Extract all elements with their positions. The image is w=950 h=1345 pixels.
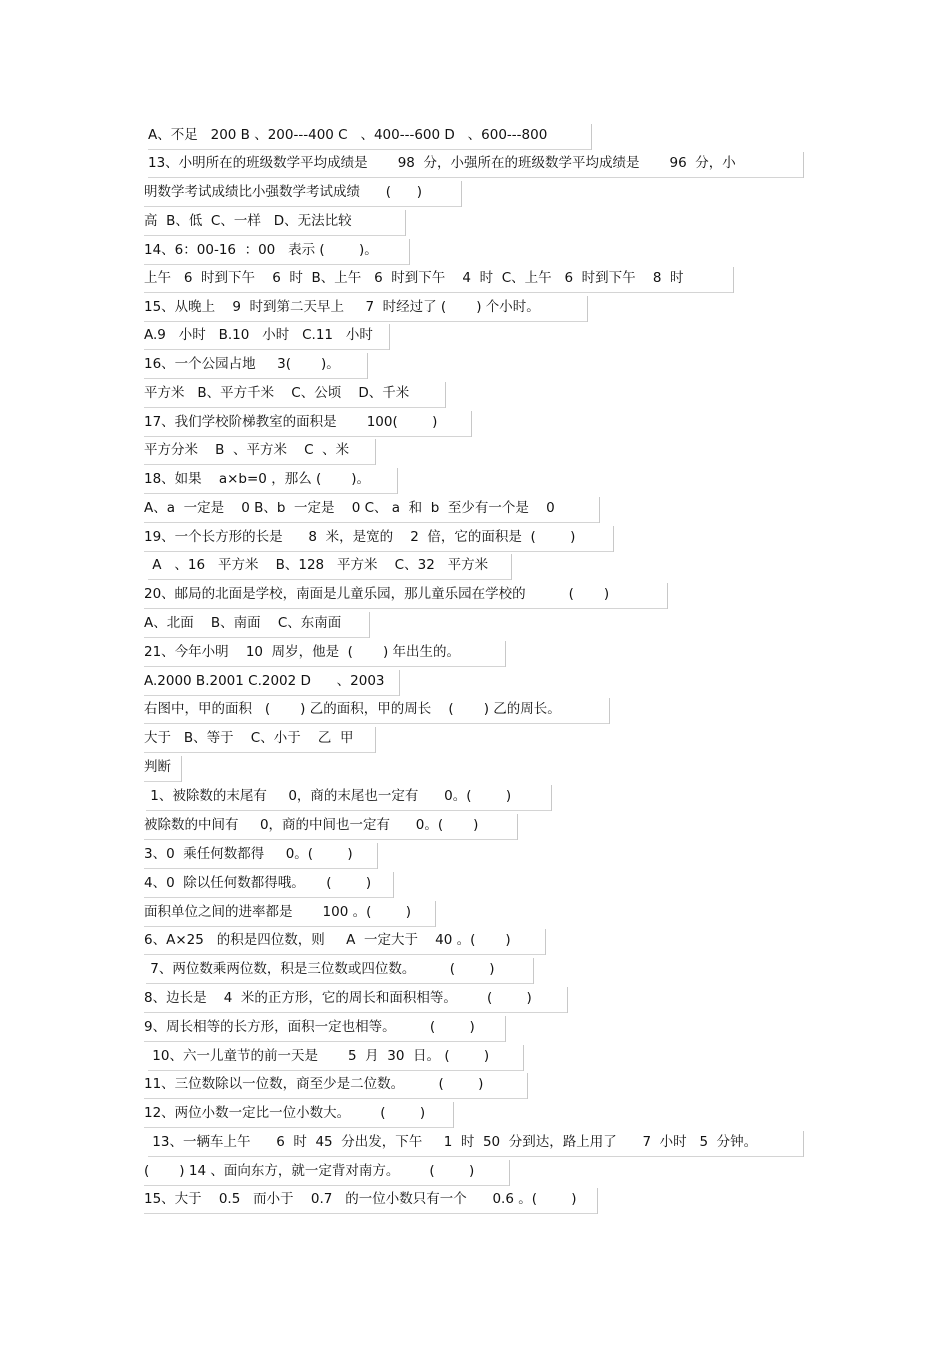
text-line: A、a 一定是 0 B、b 一定是 0 C、 a 和 b 至少有一个是 0: [144, 497, 600, 519]
text-line: 4、0 除以任何数都得哦。 ( ): [144, 872, 394, 894]
text-line: 9、周长相等的长方形，面积一定也相等。 ( ): [144, 1016, 506, 1038]
text-line: 19、一个长方形的长是 8 米，是宽的 2 倍，它的面积是 ( ): [144, 526, 614, 548]
text-line: 20、邮局的北面是学校，南面是儿童乐园，那儿童乐园在学校的 ( ): [144, 583, 668, 605]
text-line: A 、16 平方米 B、128 平方米 C、32 平方米: [148, 554, 512, 576]
text-line: 平方米 B、平方千米 C、公顷 D、千米: [144, 382, 446, 404]
text-line: 判断: [144, 756, 182, 778]
text-line: A.9 小时 B.10 小时 C.11 小时: [144, 324, 390, 346]
text-line: 3、0 乘任何数都得 0。( ): [144, 843, 378, 865]
text-line: 右图中，甲的面积 ( ) 乙的面积，甲的周长 ( ) 乙的周长。: [144, 698, 610, 720]
text-line: 16、一个公园占地 3( )。: [144, 353, 368, 375]
text-line: 15、从晚上 9 时到第二天早上 7 时经过了 ( ) 个小时。: [144, 296, 588, 318]
text-line: 15、大于 0.5 而小于 0.7 的一位小数只有一个 0.6 。( ): [144, 1188, 598, 1210]
text-line: 12、两位小数一定比一位小数大。 ( ): [144, 1102, 454, 1124]
text-line: A.2000 B.2001 C.2002 D 、2003: [144, 670, 400, 692]
text-line: ( ) 14 、面向东方，就一定背对南方。 ( ): [144, 1160, 510, 1182]
text-line: 11、三位数除以一位数，商至少是二位数。 ( ): [144, 1073, 528, 1095]
text-line: 6、A×25 的积是四位数，则 A 一定大于 40 。( ): [144, 929, 546, 951]
text-line: 明数学考试成绩比小强数学考试成绩 ( ): [144, 181, 462, 203]
text-line: 13、一辆车上午 6 时 45 分出发，下午 1 时 50 分到达，路上用了 7 小时 5 分钟。: [148, 1131, 804, 1153]
text-line: 被除数的中间有 0，商的中间也一定有 0。( ): [144, 814, 518, 836]
text-line: 1、被除数的末尾有 0，商的末尾也一定有 0。( ): [146, 785, 552, 807]
text-line: 7、两位数乘两位数，积是三位数或四位数。 ( ): [146, 958, 534, 980]
text-line: 上午 6 时到下午 6 时 B、上午 6 时到下午 4 时 C、上午 6 时到下午 8 时: [144, 267, 734, 289]
text-line: A、不足 200 B 、200---400 C 、400---600 D 、600---800: [148, 124, 592, 146]
text-line: 13、小明所在的班级数学平均成绩是 98 分，小强所在的班级数学平均成绩是 96 分，小: [148, 152, 804, 174]
text-line: 平方分米 B 、平方米 C 、米: [144, 439, 376, 461]
text-line: 18、如果 a×b=0 ，那么 ( )。: [144, 468, 398, 490]
text-line: A、北面 B、南面 C、东南面: [144, 612, 370, 634]
text-line: 面积单位之间的进率都是 100 。( ): [144, 901, 436, 923]
text-line: 17、我们学校阶梯教室的面积是 100( ): [144, 411, 472, 433]
text-line: 21、今年小明 10 周岁，他是 ( ) 年出生的。: [144, 641, 506, 663]
text-line: 10、六一儿童节的前一天是 5 月 30 日。 ( ): [148, 1045, 524, 1067]
text-line: 8、边长是 4 米的正方形，它的周长和面积相等。 ( ): [144, 987, 568, 1009]
text-line: 大于 B、等于 C、小于 乙 甲: [144, 727, 376, 749]
text-line: 高 B、低 C、一样 D、无法比较: [144, 210, 406, 232]
text-line: 14、6：00-16 ：00 表示 ( )。: [144, 239, 410, 261]
